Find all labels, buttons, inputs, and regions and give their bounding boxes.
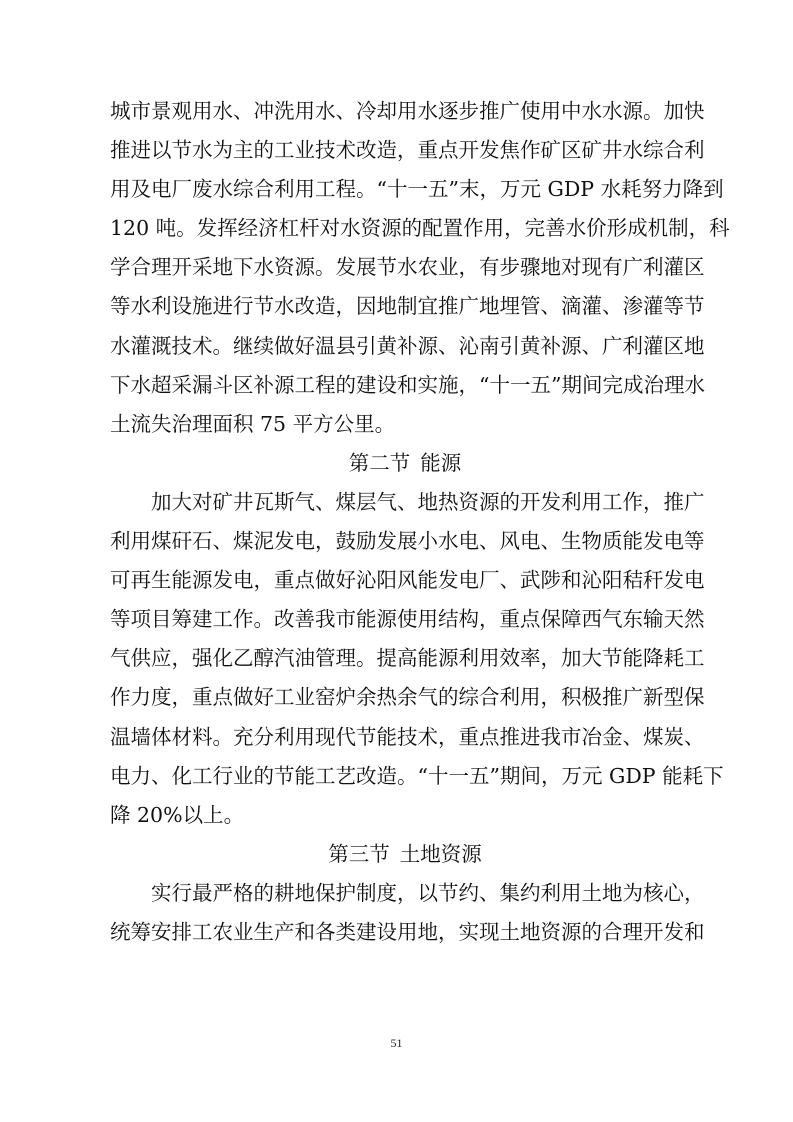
section-title: 能源: [420, 450, 462, 475]
paragraph-line: 水灌溉技术。继续做好温县引黄补源、沁南引黄补源、广利灌区地: [110, 333, 705, 358]
paragraph-line: 可再生能源发电，重点做好沁阳风能发电厂、武陟和沁阳秸秆发电: [110, 568, 705, 593]
paragraph-line: 推进以节水为主的工业技术改造，重点开发焦作矿区矿井水综合利: [110, 138, 705, 163]
document-body: [110, 92, 730, 952]
section-number: 第三节: [328, 841, 390, 866]
paragraph-line: 统筹安排工农业生产和各类建设用地，实现土地资源的合理开发和: [110, 919, 705, 944]
paragraph-line: 用及电厂废水综合利用工程。“十一五”末，万元 GDP 水耗努力降到: [110, 177, 724, 202]
paragraph-line: 气供应，强化乙醇汽油管理。提高能源利用效率，加大节能降耗工: [110, 646, 705, 671]
paragraph-line: 等项目筹建工作。改善我市能源使用结构，重点保障西气东输天然: [110, 607, 705, 632]
paragraph-line: 温墙体材料。充分利用现代节能技术，重点推进我市冶金、煤炭、: [110, 724, 705, 749]
section-title: 土地资源: [399, 841, 482, 866]
page-number: 51: [390, 1036, 403, 1050]
paragraph-line: 120 吨。发挥经济杠杆对水资源的配置作用，完善水价形成机制，科: [110, 216, 730, 241]
paragraph-line: 学合理开采地下水资源。发展节水农业，有步骤地对现有广利灌区: [110, 255, 705, 280]
paragraph-line: 降 20%以上。: [110, 802, 245, 827]
section-number: 第二节: [348, 450, 411, 475]
paragraph-line: 作力度，重点做好工业窑炉余热余气的综合利用，积极推广新型保: [110, 685, 705, 710]
paragraph-line: 实行最严格的耕地保护制度，以节约、集约利用土地为核心，: [151, 880, 705, 905]
paragraph-line: 利用煤矸石、煤泥发电，鼓励发展小水电、风电、生物质能发电等: [110, 529, 705, 554]
paragraph-line: 下水超采漏斗区补源工程的建设和实施，“十一五”期间完成治理水: [110, 372, 705, 397]
section-heading-energy: [110, 444, 700, 483]
section-heading-land: [110, 835, 700, 874]
paragraph-line: 加大对矿井瓦斯气、煤层气、地热资源的开发利用工作，推广: [151, 489, 705, 514]
paragraph-line: 城市景观用水、冲洗用水、冷却用水逐步推广使用中水水源。加快: [110, 99, 705, 123]
paragraph-line: 土流失治理面积 75 平方公里。: [110, 411, 396, 436]
paragraph-line: 等水利设施进行节水改造，因地制宜推广地埋管、滴灌、渗灌等节: [110, 294, 705, 319]
paragraph-line: 电力、化工行业的节能工艺改造。“十一五”期间，万元 GDP 能耗下: [110, 763, 724, 788]
